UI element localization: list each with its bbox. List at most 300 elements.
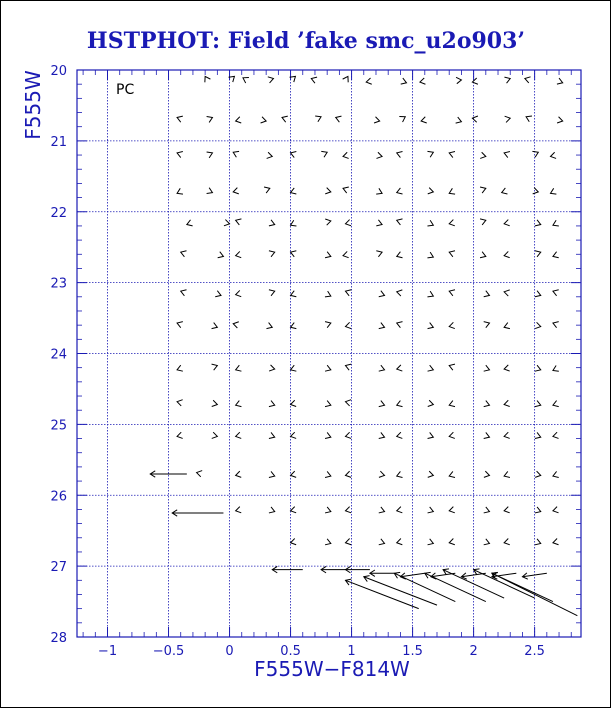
data-arrow — [449, 471, 455, 477]
arrow-head — [397, 290, 403, 296]
arrow-head — [345, 220, 351, 226]
data-arrow — [212, 432, 218, 438]
arrow-head — [366, 78, 372, 84]
data-arrow — [535, 401, 541, 407]
data-arrow — [345, 220, 351, 226]
y-tick-label: 27 — [50, 560, 67, 576]
data-arrow — [397, 252, 403, 258]
arrow-head — [484, 365, 490, 371]
data-arrow — [207, 188, 213, 194]
arrow-head — [187, 220, 193, 226]
data-arrow — [376, 251, 382, 257]
data-arrow — [535, 507, 541, 513]
data-arrow — [428, 323, 434, 329]
arrow-head — [557, 78, 563, 84]
arrow-head — [236, 290, 242, 296]
data-arrow — [236, 290, 242, 296]
arrow-head — [376, 188, 382, 194]
arrow-shaft — [492, 573, 577, 616]
arrow-head — [553, 290, 559, 296]
arrow-head — [325, 401, 331, 407]
data-arrow — [268, 77, 274, 83]
data-arrow — [212, 323, 218, 329]
arrow-head — [427, 151, 433, 157]
y-tick-label: 26 — [50, 489, 67, 505]
arrow-head — [480, 219, 486, 225]
data-arrow — [267, 152, 273, 158]
arrow-head — [177, 322, 183, 328]
arrow-head — [325, 365, 331, 371]
data-arrow — [345, 471, 351, 477]
data-arrow — [215, 291, 221, 297]
arrow-head — [345, 432, 351, 438]
data-arrow — [236, 117, 242, 123]
arrow-head — [236, 365, 242, 371]
arrow-head — [526, 116, 532, 122]
data-arrow — [449, 432, 455, 438]
data-arrow — [379, 539, 385, 545]
data-arrow — [397, 471, 403, 477]
arrow-head — [504, 400, 510, 406]
arrow-head — [456, 117, 462, 123]
data-arrow — [484, 507, 490, 513]
arrow-head — [269, 432, 275, 438]
arrow-head — [428, 400, 434, 406]
arrow-head — [269, 507, 275, 513]
y-tick-label: 20 — [50, 64, 67, 79]
arrow-head — [379, 507, 385, 513]
arrow-head — [504, 507, 510, 513]
y-axis-tick-labels — [50, 64, 67, 646]
data-arrow — [449, 364, 455, 370]
arrow-head — [397, 252, 403, 258]
data-arrow — [177, 188, 183, 194]
x-axis-label: F555W−F814W — [254, 657, 410, 681]
arrow-head — [449, 401, 455, 407]
arrow-shaft — [425, 573, 486, 601]
data-arrows — [150, 76, 577, 615]
data-arrow — [325, 219, 331, 225]
data-arrow — [269, 220, 275, 226]
data-arrow — [553, 432, 559, 438]
arrow-head — [379, 323, 385, 329]
data-arrow — [325, 507, 331, 513]
data-arrow — [428, 365, 434, 371]
arrow-head — [449, 538, 455, 544]
data-arrow — [291, 220, 297, 226]
data-arrow — [397, 188, 403, 194]
arrow-head — [397, 471, 403, 477]
arrow-head — [504, 152, 510, 158]
arrow-head — [343, 152, 349, 158]
arrow-head — [345, 322, 351, 328]
arrow-head — [233, 151, 239, 157]
data-arrow — [376, 152, 382, 158]
arrow-head — [397, 401, 403, 407]
data-arrow — [343, 187, 349, 193]
arrow-head — [553, 252, 559, 258]
arrow-head — [553, 538, 559, 544]
data-arrow — [291, 538, 297, 544]
arrow-head — [177, 432, 183, 438]
arrow-head — [397, 152, 403, 158]
data-arrow — [269, 401, 275, 407]
arrow-head — [449, 507, 455, 513]
arrow-head — [376, 220, 382, 226]
data-arrow — [504, 400, 510, 406]
x-tick-label: 0.5 — [280, 644, 301, 659]
data-arrow — [397, 432, 403, 438]
data-arrow — [321, 566, 345, 572]
arrow-head — [401, 78, 407, 84]
data-arrow — [421, 117, 427, 123]
arrow-shaft — [345, 580, 418, 608]
arrow-head — [480, 252, 486, 258]
data-arrow — [345, 538, 351, 544]
data-arrow — [269, 251, 275, 257]
x-tick-label: −1 — [97, 644, 118, 659]
data-arrow — [504, 251, 510, 257]
arrow-head — [484, 291, 490, 297]
data-arrow — [282, 116, 288, 122]
data-arrow — [224, 220, 230, 226]
data-arrow — [420, 78, 426, 84]
arrow-head — [269, 365, 275, 371]
arrow-head — [379, 471, 385, 477]
data-arrow — [492, 573, 577, 616]
arrow-head — [535, 251, 541, 257]
y-axis-label: F555W — [21, 70, 45, 140]
arrow-head — [397, 188, 403, 194]
arrow-head — [421, 117, 427, 123]
arrow-head — [345, 400, 351, 406]
data-arrow — [379, 401, 385, 407]
data-arrow — [397, 401, 403, 407]
arrow-head — [553, 220, 559, 226]
data-arrow — [553, 507, 559, 513]
arrow-head — [427, 220, 433, 226]
arrow-head — [205, 76, 211, 82]
arrow-head — [212, 323, 218, 329]
data-arrow — [269, 471, 275, 477]
arrow-head — [269, 251, 275, 257]
arrow-head — [243, 78, 249, 84]
arrow-head — [535, 539, 541, 545]
arrow-head — [207, 117, 213, 123]
data-arrow — [480, 219, 486, 225]
arrow-head — [325, 471, 331, 477]
arrow-head — [480, 187, 486, 193]
arrow-head — [449, 364, 455, 370]
data-arrow — [484, 471, 490, 477]
data-arrow — [550, 188, 556, 194]
data-arrow — [366, 78, 372, 84]
data-arrow — [535, 220, 541, 226]
data-arrow — [291, 188, 297, 194]
data-arrow — [399, 117, 405, 123]
data-arrow — [345, 364, 351, 370]
arrow-head — [236, 219, 242, 225]
arrow-head — [504, 538, 510, 544]
arrow-head — [553, 366, 559, 372]
arrow-head — [374, 117, 380, 123]
data-arrow — [379, 323, 385, 329]
arrow-head — [267, 152, 273, 158]
data-arrow — [553, 220, 559, 226]
data-arrow — [492, 573, 516, 579]
data-arrow — [315, 116, 321, 122]
data-arrow — [376, 220, 382, 226]
data-arrow — [291, 152, 297, 158]
data-arrow — [504, 538, 510, 544]
arrow-head — [291, 188, 297, 194]
arrow-head — [504, 220, 510, 226]
data-arrow — [449, 152, 455, 158]
arrow-head — [535, 432, 541, 438]
arrow-head — [428, 323, 434, 329]
data-arrow — [325, 322, 331, 328]
data-arrow — [449, 401, 455, 407]
arrow-head — [535, 471, 541, 477]
data-arrow — [504, 507, 510, 513]
arrow-head — [557, 117, 563, 123]
data-arrow — [535, 432, 541, 438]
data-arrow — [345, 400, 351, 406]
data-arrow — [504, 152, 510, 158]
arrow-head — [449, 251, 455, 257]
arrow-head — [397, 219, 403, 225]
data-arrow — [553, 366, 559, 372]
arrow-head — [525, 77, 531, 83]
data-arrow — [336, 116, 342, 122]
data-arrow — [177, 322, 183, 328]
data-arrow — [343, 76, 349, 82]
arrow-head — [269, 401, 275, 407]
data-arrow — [181, 251, 187, 257]
arrow-head — [535, 365, 541, 371]
arrow-head — [345, 471, 351, 477]
arrow-head — [291, 365, 297, 371]
arrow-head — [550, 188, 556, 194]
data-arrow — [325, 401, 331, 407]
chart-title: HSTPHOT: Field ’fake smc_u2o903’ — [86, 28, 526, 54]
data-arrow — [379, 507, 385, 513]
arrow-head — [264, 187, 270, 193]
arrow-head — [456, 77, 461, 83]
data-arrow — [553, 538, 559, 544]
data-arrow — [397, 538, 403, 544]
arrow-head — [236, 251, 242, 257]
arrow-head — [343, 76, 349, 82]
arrow-head — [504, 365, 510, 371]
arrow-head — [291, 507, 297, 513]
data-arrow — [535, 291, 541, 297]
data-arrow — [504, 77, 510, 83]
arrow-head — [399, 117, 405, 123]
data-arrow — [397, 152, 403, 158]
arrow-head — [325, 539, 331, 545]
data-arrow — [197, 471, 203, 477]
arrow-head — [325, 507, 331, 513]
data-arrow — [291, 471, 297, 477]
data-arrow — [557, 117, 563, 123]
arrow-head — [291, 251, 297, 257]
data-arrow — [428, 188, 434, 194]
data-arrow — [269, 432, 275, 438]
arrow-head — [218, 252, 224, 258]
data-arrow — [236, 251, 242, 257]
arrow-head — [504, 323, 510, 329]
arrow-head — [345, 290, 351, 296]
arrow-head — [533, 188, 539, 194]
data-arrow — [269, 290, 275, 296]
arrow-head — [345, 538, 351, 544]
data-arrow — [480, 187, 486, 193]
arrow-shaft — [364, 577, 437, 605]
y-tick-label: 22 — [50, 205, 67, 221]
data-arrow — [449, 251, 455, 257]
arrow-head — [291, 323, 297, 329]
data-arrow — [504, 323, 510, 329]
arrow-head — [379, 365, 385, 371]
x-tick-label: 0 — [225, 644, 234, 659]
data-arrow — [177, 400, 183, 406]
data-arrow — [484, 539, 490, 545]
arrow-head — [345, 507, 351, 513]
arrow-head — [233, 322, 239, 328]
y-tick-label: 28 — [50, 631, 67, 646]
arrow-head — [484, 507, 490, 513]
data-arrow — [553, 322, 559, 328]
arrow-head — [236, 432, 242, 438]
arrow-head — [181, 251, 187, 257]
data-arrow — [427, 291, 433, 297]
arrow-head — [345, 364, 351, 370]
arrow-head — [266, 323, 272, 329]
data-arrow — [535, 539, 541, 545]
arrow-head — [505, 116, 511, 122]
data-arrow — [428, 507, 434, 513]
data-arrow — [269, 365, 275, 371]
arrow-head — [236, 507, 242, 513]
arrow-head — [269, 220, 275, 226]
arrow-head — [376, 251, 382, 257]
data-arrow — [374, 117, 380, 123]
arrow-head — [269, 471, 275, 477]
data-arrow — [397, 290, 403, 296]
arrow-head — [291, 538, 297, 544]
data-arrow — [236, 432, 242, 438]
data-arrow — [291, 251, 297, 257]
arrow-head — [480, 152, 486, 158]
arrow-head — [177, 116, 183, 122]
data-arrow — [233, 188, 239, 194]
data-arrow — [345, 566, 369, 572]
arrow-head — [379, 401, 385, 407]
arrow-head — [233, 188, 239, 194]
data-arrow — [345, 322, 351, 328]
data-arrow — [553, 401, 559, 407]
arrow-head — [428, 471, 434, 477]
data-arrow — [456, 117, 462, 123]
arrow-head — [212, 364, 218, 370]
data-arrow — [212, 400, 218, 406]
data-arrow — [291, 323, 297, 329]
arrow-head — [504, 251, 510, 257]
arrow-head — [504, 77, 510, 83]
data-arrow — [532, 151, 538, 157]
arrow-head — [212, 432, 218, 438]
arrow-head — [449, 290, 455, 296]
data-arrow — [379, 365, 385, 371]
arrow-head — [325, 252, 331, 258]
data-arrow — [397, 219, 403, 225]
arrow-head — [197, 471, 203, 477]
arrow-head — [261, 117, 267, 123]
arrow-head — [428, 432, 434, 438]
arrow-head — [379, 291, 385, 297]
data-arrow — [291, 432, 297, 438]
data-arrow — [233, 322, 239, 328]
data-arrow — [345, 432, 351, 438]
data-arrow — [504, 471, 510, 477]
data-arrow — [535, 322, 541, 328]
data-arrow — [449, 188, 455, 194]
arrow-head — [535, 220, 541, 226]
data-arrow — [325, 252, 331, 258]
x-tick-label: −0.5 — [152, 644, 185, 659]
arrow-head — [379, 539, 385, 545]
arrow-head — [343, 187, 349, 193]
x-tick-label: 2.5 — [524, 644, 545, 659]
data-arrow — [177, 432, 183, 438]
x-tick-label: 1 — [347, 644, 356, 659]
data-arrow — [504, 432, 510, 438]
data-arrow — [325, 539, 331, 545]
arrow-head — [291, 291, 297, 297]
arrow-head — [207, 152, 213, 158]
data-arrow — [502, 188, 508, 194]
data-arrow — [207, 152, 213, 158]
data-arrow — [550, 152, 556, 158]
arrow-head — [397, 507, 403, 513]
data-arrow — [428, 539, 434, 545]
arrow-head — [553, 471, 559, 477]
data-arrow — [449, 220, 455, 226]
arrow-head — [397, 365, 403, 371]
data-arrow — [397, 322, 403, 328]
arrow-head — [343, 251, 349, 257]
arrow-head — [504, 290, 510, 296]
x-tick-label: 1.5 — [402, 644, 423, 659]
data-arrow — [428, 432, 434, 438]
data-arrow — [266, 323, 272, 329]
arrow-head — [428, 365, 434, 371]
data-arrow — [343, 251, 349, 257]
data-arrow — [553, 290, 559, 296]
arrow-head — [311, 77, 317, 83]
data-arrow — [325, 291, 331, 297]
data-arrow — [291, 291, 297, 297]
data-arrow — [207, 117, 213, 123]
data-arrow — [427, 220, 433, 226]
arrow-head — [177, 152, 183, 158]
data-arrow — [345, 290, 351, 296]
data-arrow — [449, 290, 455, 296]
data-arrow — [427, 151, 433, 157]
arrow-head — [504, 432, 510, 438]
arrow-head — [397, 538, 403, 544]
